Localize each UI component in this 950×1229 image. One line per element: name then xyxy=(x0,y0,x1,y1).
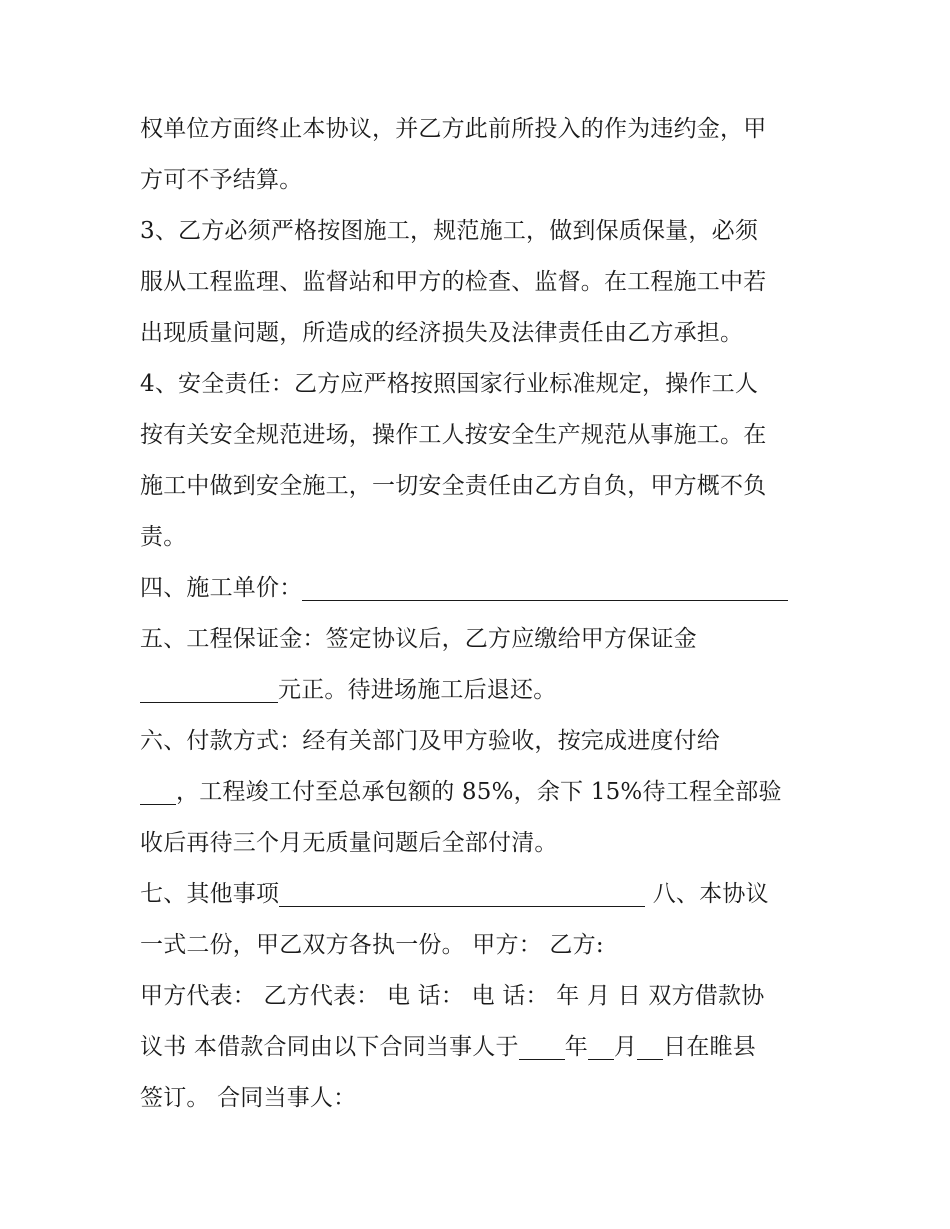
deposit-amount-blank[interactable] xyxy=(140,672,278,703)
text-line: 权单位方面终止本协议，并乙方此前所投入的作为违约金，甲 xyxy=(140,116,767,142)
text-line: 施工中做到安全施工，一切安全责任由乙方自负，甲方概不负 xyxy=(140,473,767,499)
text-line: 签订。 合同当事人： xyxy=(140,1085,357,1111)
day-place-text: 日在睢县 xyxy=(663,1034,756,1060)
clause-3-line: 3、乙方必须严格按图施工，规范施工，做到保质保量，必须 xyxy=(140,218,759,244)
payment-ratio-text: ，工程竣工付至总承包额的 85%，余下 15%待工程全部验 xyxy=(176,779,782,805)
month-label: 月 xyxy=(613,1034,638,1060)
day-blank[interactable] xyxy=(637,1029,663,1060)
document-body xyxy=(140,104,820,1124)
unit-price-line xyxy=(140,563,820,614)
copies-heading: 八、本协议 xyxy=(645,881,769,907)
text-line: 责。 xyxy=(140,524,187,550)
payment-line: 六、付款方式：经有关部门及甲方验收，按完成进度付给 xyxy=(140,728,720,754)
other-matters-line xyxy=(140,869,820,920)
other-matters-label: 七、其他事项 xyxy=(140,881,280,907)
text-line: 服从工程监理、监督站和甲方的检查、监督。在工程施工中若 xyxy=(140,269,767,295)
year-blank[interactable] xyxy=(519,1029,565,1060)
payment-ratio-blank[interactable] xyxy=(140,774,176,805)
text-line: 收后再待三个月无质量问题后全部付清。 xyxy=(140,830,558,856)
loan-date-line xyxy=(140,1022,820,1073)
other-matters-blank[interactable] xyxy=(279,876,645,907)
clause-4-line: 4、安全责任：乙方应严格按照国家行业标准规定，操作工人 xyxy=(140,371,759,397)
deposit-amount-text: 元正。待进场施工后退还。 xyxy=(278,677,557,703)
payment-ratio-line xyxy=(140,767,820,818)
loan-intro-text: 议书 本借款合同由以下合同当事人于 xyxy=(140,1034,519,1060)
month-blank[interactable] xyxy=(588,1029,614,1060)
year-label: 年 xyxy=(564,1034,588,1060)
deposit-amount-line xyxy=(140,665,820,716)
text-line: 按有关安全规范进场，操作工人按安全生产规范从事施工。在 xyxy=(140,422,767,448)
text-line: 方可不予结算。 xyxy=(140,167,303,193)
unit-price-blank[interactable] xyxy=(302,570,788,601)
deposit-line: 五、工程保证金：签定协议后，乙方应缴给甲方保证金 xyxy=(140,626,697,652)
signature-line: 甲方代表： 乙方代表： 电 话： 电 话： 年 月 日 双方借款协 xyxy=(140,983,765,1009)
text-line: 出现质量问题，所造成的经济损失及法律责任由乙方承担。 xyxy=(140,320,744,346)
unit-price-label: 四、施工单价： xyxy=(140,575,303,601)
parties-line: 一式二份，甲乙双方各执一份。 甲方： 乙方: xyxy=(140,932,604,958)
